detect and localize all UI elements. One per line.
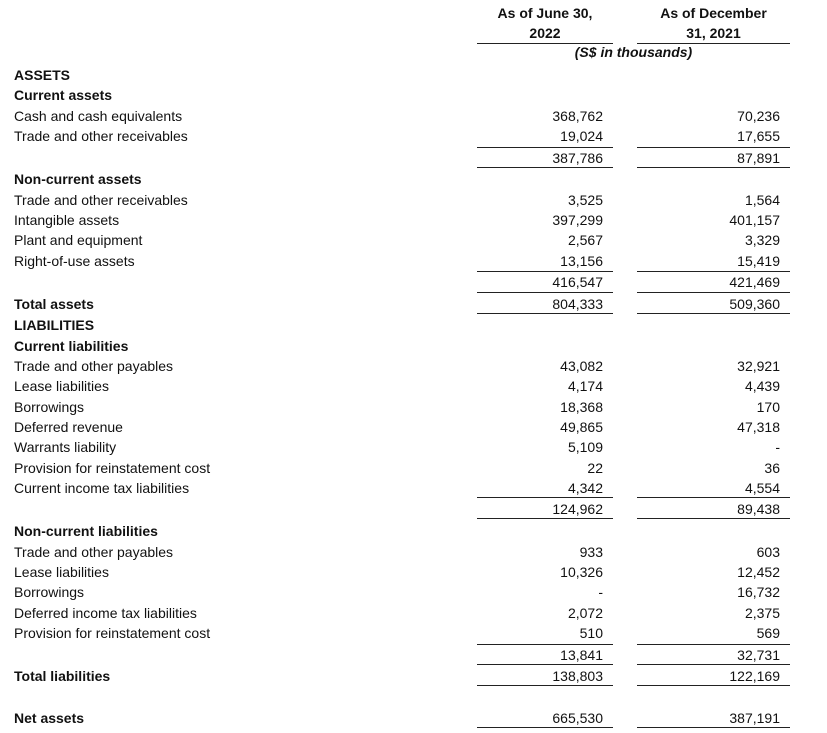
table-row (0, 294, 827, 314)
value-december-2021: - (775, 439, 780, 455)
subtotal-rule (637, 147, 790, 148)
value-june-2022: 933 (579, 544, 603, 560)
subtotal-rule (637, 292, 790, 293)
value-june-2022: 397,299 (552, 212, 603, 228)
value-june-2022: 3,525 (567, 192, 603, 208)
table-row (0, 542, 827, 562)
value-june-2022: 2,567 (567, 232, 603, 248)
value-december-2021: 17,655 (737, 128, 780, 144)
row-label: Trade and other receivables (14, 192, 188, 208)
column-header-june-2022 (477, 3, 613, 44)
value-june-2022: 5,109 (567, 439, 603, 455)
row-label: Lease liabilities (14, 378, 109, 394)
table-row (0, 106, 827, 126)
value-december-2021: 4,439 (744, 378, 780, 394)
subtotal-rule (477, 292, 613, 293)
value-june-2022 (477, 65, 613, 85)
subtotal-rule (477, 644, 613, 645)
subtotal-rule (637, 518, 790, 519)
value-june-2022: 22 (587, 460, 603, 476)
table-row (0, 603, 827, 623)
value-june-2022 (477, 169, 613, 189)
subtotal-rule (477, 271, 613, 272)
table-row (0, 458, 827, 478)
subtotal-rule (637, 497, 790, 498)
value-june-2022: 387,786 (552, 150, 603, 166)
row-label: Lease liabilities (14, 564, 109, 580)
value-june-2022: 49,865 (560, 419, 603, 435)
value-december-2021 (637, 336, 790, 356)
table-row (0, 210, 827, 230)
value-june-2022: 13,841 (560, 647, 603, 663)
table-row (0, 562, 827, 582)
subtotal-rule (637, 644, 790, 645)
table-row (0, 582, 827, 602)
value-december-2021: 2,375 (744, 605, 780, 621)
value-june-2022: 510 (579, 625, 603, 641)
value-june-2022: 665,530 (552, 710, 603, 726)
table-row (0, 190, 827, 210)
value-december-2021: 569 (756, 625, 780, 641)
total-rule (637, 313, 790, 314)
value-june-2022 (477, 85, 613, 105)
table-row (0, 521, 827, 541)
value-december-2021: 87,891 (737, 150, 780, 166)
row-label: Deferred income tax liabilities (14, 605, 197, 621)
total-rule (477, 313, 613, 314)
value-december-2021 (637, 169, 790, 189)
value-december-2021: 16,732 (737, 584, 780, 600)
row-label: Deferred revenue (14, 419, 123, 435)
column-header-june-2022-line1: As of June 30, (497, 5, 593, 21)
value-june-2022: 804,333 (552, 296, 603, 312)
value-december-2021 (637, 65, 790, 85)
table-row (0, 666, 827, 686)
table-row (0, 397, 827, 417)
value-june-2022: 19,024 (560, 128, 603, 144)
value-june-2022: 4,342 (567, 480, 603, 496)
total-rule (477, 685, 613, 686)
value-june-2022: 43,082 (560, 358, 603, 374)
value-june-2022: 138,803 (552, 668, 603, 684)
currency-unit-note: (S$ in thousands) (574, 44, 693, 60)
table-row (0, 230, 827, 250)
value-june-2022 (477, 315, 613, 335)
value-december-2021: 603 (756, 544, 780, 560)
subtotal-rule (637, 271, 790, 272)
value-december-2021: 3,329 (744, 232, 780, 248)
value-june-2022: 2,072 (567, 605, 603, 621)
value-june-2022: 416,547 (552, 274, 603, 290)
value-december-2021: 70,236 (737, 108, 780, 124)
table-row (0, 437, 827, 457)
row-label: Borrowings (14, 584, 85, 600)
value-december-2021: 32,731 (737, 647, 780, 663)
value-june-2022: 10,326 (560, 564, 603, 580)
row-label: Right-of-use assets (14, 253, 135, 269)
value-december-2021: 387,191 (729, 710, 780, 726)
table-row (0, 65, 827, 85)
table-row (0, 417, 827, 437)
table-row (0, 356, 827, 376)
value-december-2021: 89,438 (737, 501, 780, 517)
row-label: Borrowings (14, 399, 85, 415)
row-label: Trade and other receivables (14, 128, 188, 144)
row-label: Current liabilities (14, 338, 129, 354)
table-row (0, 85, 827, 105)
value-december-2021: 32,921 (737, 358, 780, 374)
subtotal-rule (477, 147, 613, 148)
row-label: ASSETS (14, 67, 71, 83)
row-label: Cash and cash equivalents (14, 108, 183, 124)
total-rule (637, 685, 790, 686)
row-label: Intangible assets (14, 212, 120, 228)
value-december-2021: 15,419 (737, 253, 780, 269)
table-row (0, 251, 827, 271)
value-june-2022 (477, 336, 613, 356)
row-label: Warrants liability (14, 439, 117, 455)
value-december-2021 (637, 85, 790, 105)
table-row (0, 623, 827, 643)
value-december-2021: 401,157 (729, 212, 780, 228)
row-label: LIABILITIES (14, 317, 95, 333)
table-row (0, 376, 827, 396)
value-december-2021: 1,564 (744, 192, 780, 208)
value-december-2021: 12,452 (737, 564, 780, 580)
value-december-2021: 421,469 (729, 274, 780, 290)
value-december-2021: 122,169 (729, 668, 780, 684)
value-june-2022: 4,174 (567, 378, 603, 394)
table-row (0, 272, 827, 292)
table-row (0, 315, 827, 335)
table-row (0, 478, 827, 498)
total-rule (637, 727, 790, 728)
value-december-2021: 170 (756, 399, 780, 415)
subtotal-rule (637, 167, 790, 168)
row-label: Current income tax liabilities (14, 480, 190, 496)
value-december-2021: 36 (764, 460, 780, 476)
row-label: Total liabilities (14, 668, 111, 684)
row-label: Net assets (14, 710, 85, 726)
table-row (0, 336, 827, 356)
value-december-2021: 47,318 (737, 419, 780, 435)
column-header-december-2021-line2: 31, 2021 (686, 25, 741, 41)
subtotal-rule (477, 167, 613, 168)
value-june-2022: 124,962 (552, 501, 603, 517)
row-label: Current assets (14, 87, 113, 103)
subtotal-rule (637, 664, 790, 665)
row-label: Provision for reinstatement cost (14, 625, 211, 641)
column-header-december-2021-line1: As of December (660, 5, 767, 21)
value-june-2022 (477, 521, 613, 541)
column-header-december-2021 (637, 3, 790, 44)
table-row (0, 499, 827, 519)
subtotal-rule (477, 518, 613, 519)
row-label: Provision for reinstatement cost (14, 460, 211, 476)
value-december-2021 (637, 315, 790, 335)
total-rule (477, 727, 613, 728)
value-december-2021: 4,554 (744, 480, 780, 496)
row-label: Plant and equipment (14, 232, 143, 248)
table-row (0, 148, 827, 168)
row-label: Trade and other payables (14, 544, 174, 560)
row-label: Total assets (14, 296, 94, 312)
table-row (0, 126, 827, 146)
value-june-2022: 13,156 (560, 253, 603, 269)
row-label: Trade and other payables (14, 358, 174, 374)
row-label: Non-current assets (14, 171, 142, 187)
value-june-2022: - (598, 584, 603, 600)
value-june-2022: 18,368 (560, 399, 603, 415)
value-june-2022: 368,762 (552, 108, 603, 124)
subtotal-rule (477, 497, 613, 498)
table-row (0, 169, 827, 189)
column-header-june-2022-line2: 2022 (529, 25, 561, 41)
table-row (0, 708, 827, 728)
table-row (0, 645, 827, 665)
row-label: Non-current liabilities (14, 523, 158, 539)
value-december-2021 (637, 521, 790, 541)
subtotal-rule (477, 664, 613, 665)
value-december-2021: 509,360 (729, 296, 780, 312)
